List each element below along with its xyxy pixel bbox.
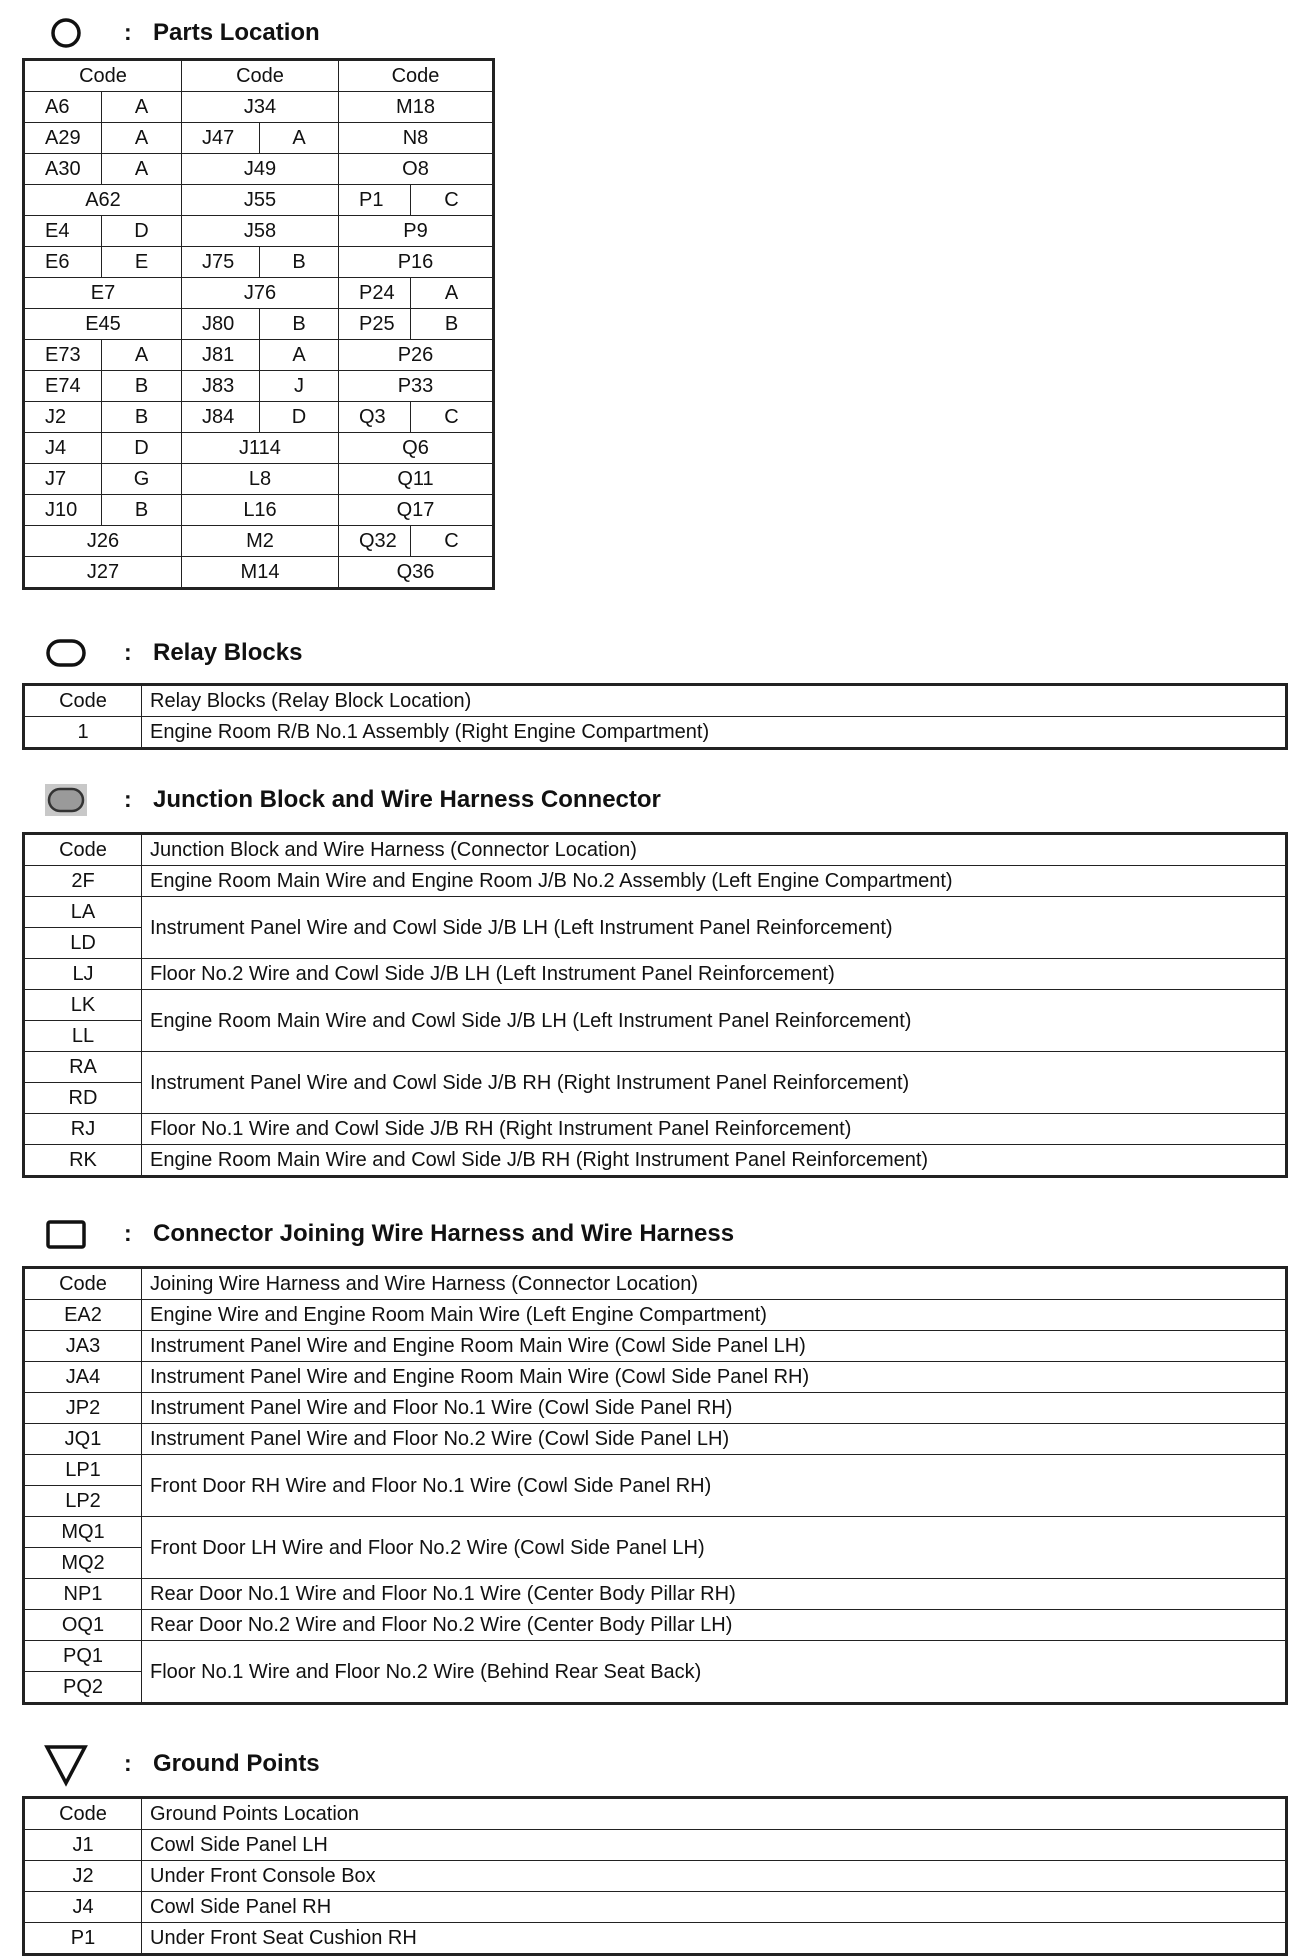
- parts-row: [24, 402, 494, 433]
- heading-colon: :: [124, 1220, 132, 1246]
- junction-code: RD: [24, 1083, 142, 1114]
- relay-blocks-table: [22, 683, 1288, 750]
- parts-code: A62: [24, 185, 182, 216]
- ground-points-title: Ground Points: [153, 1750, 320, 1777]
- parts-code: Q32: [339, 526, 411, 557]
- junction-location: Floor No.1 Wire and Cowl Side J/B RH (Right Instrument Panel Reinforcement): [142, 1114, 1287, 1145]
- parts-header-code: Code: [24, 60, 182, 92]
- parts-location-letter: D: [102, 216, 182, 247]
- parts-location-letter: B: [260, 309, 339, 340]
- parts-code: P24: [339, 278, 411, 309]
- parts-header-code: Code: [182, 60, 339, 92]
- ground-code: J4: [24, 1892, 142, 1923]
- parts-code: P26: [339, 340, 494, 371]
- connector-row: [24, 1579, 1287, 1610]
- parts-code: J80: [182, 309, 260, 340]
- parts-location-letter: A: [102, 92, 182, 123]
- junction-code: LD: [24, 928, 142, 959]
- connector-location: Instrument Panel Wire and Floor No.1 Wire (Cowl Side Panel RH): [142, 1393, 1287, 1424]
- connector-header-code: Code: [24, 1268, 142, 1300]
- parts-row: [24, 464, 494, 495]
- parts-location-table: [22, 58, 495, 590]
- rounded-oval-symbol-icon: [44, 636, 88, 670]
- parts-location-letter: J: [260, 371, 339, 402]
- parts-code: J75: [182, 247, 260, 278]
- junction-row: [24, 866, 1287, 897]
- parts-code: J4: [24, 433, 102, 464]
- connector-code: LP1: [24, 1455, 142, 1486]
- ground-row: [24, 1923, 1287, 1955]
- parts-code: P9: [339, 216, 494, 247]
- relay-blocks-heading: [0, 634, 1312, 674]
- relay-header-code: Code: [24, 685, 142, 717]
- parts-code: J26: [24, 526, 182, 557]
- parts-code: O8: [339, 154, 494, 185]
- parts-row: [24, 216, 494, 247]
- ground-points-heading: [0, 1745, 1312, 1785]
- junction-row: [24, 1145, 1287, 1177]
- parts-code: E45: [24, 309, 182, 340]
- parts-location-letter: B: [102, 402, 182, 433]
- ground-code: J2: [24, 1861, 142, 1892]
- junction-header-row: [24, 834, 1287, 866]
- parts-code: J10: [24, 495, 102, 526]
- junction-code: RJ: [24, 1114, 142, 1145]
- parts-location-letter: B: [411, 309, 494, 340]
- parts-location-letter: B: [102, 495, 182, 526]
- parts-row: [24, 185, 494, 216]
- ground-code: J1: [24, 1830, 142, 1861]
- connector-joining-heading: [0, 1215, 1312, 1255]
- connector-joining-table: [22, 1266, 1288, 1705]
- parts-code: J114: [182, 433, 339, 464]
- connector-location: Engine Wire and Engine Room Main Wire (Left Engine Compartment): [142, 1300, 1287, 1331]
- parts-code: Q36: [339, 557, 494, 589]
- junction-code: 2F: [24, 866, 142, 897]
- parts-code: Q3: [339, 402, 411, 433]
- parts-location-letter: E: [102, 247, 182, 278]
- connector-location: Rear Door No.1 Wire and Floor No.1 Wire (Center Body Pillar RH): [142, 1579, 1287, 1610]
- parts-location-letter: A: [260, 340, 339, 371]
- connector-header-row: [24, 1268, 1287, 1300]
- connector-header-location: Joining Wire Harness and Wire Harness (Connector Location): [142, 1268, 1287, 1300]
- junction-location: Engine Room Main Wire and Cowl Side J/B RH (Right Instrument Panel Reinforcement): [142, 1145, 1287, 1177]
- connector-location: Instrument Panel Wire and Floor No.2 Wire (Cowl Side Panel LH): [142, 1424, 1287, 1455]
- parts-location-letter: B: [260, 247, 339, 278]
- junction-block-table: [22, 832, 1288, 1178]
- parts-code: J34: [182, 92, 339, 123]
- parts-code: J84: [182, 402, 260, 433]
- heading-colon: :: [124, 19, 132, 45]
- parts-row: [24, 92, 494, 123]
- junction-location: Floor No.2 Wire and Cowl Side J/B LH (Left Instrument Panel Reinforcement): [142, 959, 1287, 990]
- parts-code: J27: [24, 557, 182, 589]
- ground-location: Under Front Seat Cushion RH: [142, 1923, 1287, 1955]
- relay-blocks-title: Relay Blocks: [153, 639, 303, 666]
- junction-code: RK: [24, 1145, 142, 1177]
- junction-block-title: Junction Block and Wire Harness Connector: [153, 786, 661, 813]
- parts-location-letter: A: [260, 123, 339, 154]
- junction-row: [24, 990, 1287, 1021]
- parts-header-code: Code: [339, 60, 494, 92]
- connector-row: [24, 1331, 1287, 1362]
- parts-code: M2: [182, 526, 339, 557]
- parts-code: M14: [182, 557, 339, 589]
- parts-code: Q17: [339, 495, 494, 526]
- junction-code: LK: [24, 990, 142, 1021]
- ground-location: Cowl Side Panel LH: [142, 1830, 1287, 1861]
- junction-code: LA: [24, 897, 142, 928]
- connector-code: PQ2: [24, 1672, 142, 1704]
- ground-header-location: Ground Points Location: [142, 1798, 1287, 1830]
- connector-row: [24, 1641, 1287, 1672]
- parts-row: [24, 309, 494, 340]
- shaded-oval-symbol-icon: [44, 783, 88, 817]
- connector-location: Floor No.1 Wire and Floor No.2 Wire (Behind Rear Seat Back): [142, 1641, 1287, 1704]
- connector-code: JA3: [24, 1331, 142, 1362]
- parts-code: L8: [182, 464, 339, 495]
- parts-code: E74: [24, 371, 102, 402]
- parts-code: E73: [24, 340, 102, 371]
- junction-row: [24, 1052, 1287, 1083]
- parts-location-letter: G: [102, 464, 182, 495]
- parts-row: [24, 495, 494, 526]
- junction-location: Instrument Panel Wire and Cowl Side J/B RH (Right Instrument Panel Reinforcement): [142, 1052, 1287, 1114]
- parts-code: J2: [24, 402, 102, 433]
- junction-row: [24, 1114, 1287, 1145]
- parts-code: J81: [182, 340, 260, 371]
- relay-header-row: [24, 685, 1287, 717]
- parts-code: P16: [339, 247, 494, 278]
- parts-row: [24, 433, 494, 464]
- junction-code: RA: [24, 1052, 142, 1083]
- parts-row: [24, 371, 494, 402]
- junction-row: [24, 959, 1287, 990]
- parts-code: A29: [24, 123, 102, 154]
- parts-code: A30: [24, 154, 102, 185]
- connector-code: PQ1: [24, 1641, 142, 1672]
- parts-code: J7: [24, 464, 102, 495]
- connector-location: Front Door RH Wire and Floor No.1 Wire (Cowl Side Panel RH): [142, 1455, 1287, 1517]
- parts-code: P33: [339, 371, 494, 402]
- parts-row: [24, 247, 494, 278]
- parts-row: [24, 154, 494, 185]
- junction-block-heading: [0, 781, 1312, 821]
- junction-location: Engine Room Main Wire and Engine Room J/B No.2 Assembly (Left Engine Compartment): [142, 866, 1287, 897]
- ground-points-table: [22, 1796, 1288, 1956]
- parts-code: E4: [24, 216, 102, 247]
- connector-code: JP2: [24, 1393, 142, 1424]
- connector-row: [24, 1424, 1287, 1455]
- parts-header-row: [24, 60, 494, 92]
- connector-code: LP2: [24, 1486, 142, 1517]
- junction-header-code: Code: [24, 834, 142, 866]
- parts-location-letter: B: [102, 371, 182, 402]
- connector-row: [24, 1455, 1287, 1486]
- relay-row: [24, 717, 1287, 749]
- connector-location: Front Door LH Wire and Floor No.2 Wire (Cowl Side Panel LH): [142, 1517, 1287, 1579]
- parts-location-letter: C: [411, 185, 494, 216]
- parts-code: E7: [24, 278, 182, 309]
- ground-location: Under Front Console Box: [142, 1861, 1287, 1892]
- connector-joining-title: Connector Joining Wire Harness and Wire Harness: [153, 1220, 735, 1247]
- parts-row: [24, 557, 494, 589]
- parts-code: P25: [339, 309, 411, 340]
- heading-colon: :: [124, 639, 132, 665]
- connector-row: [24, 1300, 1287, 1331]
- connector-row: [24, 1517, 1287, 1548]
- connector-code: MQ2: [24, 1548, 142, 1579]
- connector-code: MQ1: [24, 1517, 142, 1548]
- parts-code: J55: [182, 185, 339, 216]
- junction-row: [24, 897, 1287, 928]
- ground-row: [24, 1830, 1287, 1861]
- parts-location-title: Parts Location: [153, 19, 320, 46]
- ground-code: P1: [24, 1923, 142, 1955]
- parts-code: Q6: [339, 433, 494, 464]
- parts-code: A6: [24, 92, 102, 123]
- heading-colon: :: [124, 786, 132, 812]
- parts-location-letter: C: [411, 402, 494, 433]
- parts-code: J58: [182, 216, 339, 247]
- parts-location-letter: C: [411, 526, 494, 557]
- ground-row: [24, 1892, 1287, 1923]
- parts-location-letter: D: [102, 433, 182, 464]
- junction-header-location: Junction Block and Wire Harness (Connector Location): [142, 834, 1287, 866]
- connector-code: JA4: [24, 1362, 142, 1393]
- relay-code: 1: [24, 717, 142, 749]
- ground-header-row: [24, 1798, 1287, 1830]
- connector-row: [24, 1393, 1287, 1424]
- parts-location-letter: A: [411, 278, 494, 309]
- parts-location-heading: [0, 14, 1312, 54]
- ground-header-code: Code: [24, 1798, 142, 1830]
- parts-code: L16: [182, 495, 339, 526]
- heading-colon: :: [124, 1750, 132, 1776]
- parts-row: [24, 526, 494, 557]
- connector-code: EA2: [24, 1300, 142, 1331]
- triangle-symbol-icon: [44, 1743, 88, 1787]
- parts-code: P1: [339, 185, 411, 216]
- connector-code: NP1: [24, 1579, 142, 1610]
- parts-location-letter: A: [102, 123, 182, 154]
- connector-row: [24, 1362, 1287, 1393]
- relay-location: Engine Room R/B No.1 Assembly (Right Engine Compartment): [142, 717, 1287, 749]
- square-symbol-icon: [44, 1217, 88, 1251]
- parts-code: M18: [339, 92, 494, 123]
- parts-code: J76: [182, 278, 339, 309]
- parts-code: E6: [24, 247, 102, 278]
- connector-code: OQ1: [24, 1610, 142, 1641]
- connector-location: Instrument Panel Wire and Engine Room Main Wire (Cowl Side Panel RH): [142, 1362, 1287, 1393]
- connector-code: JQ1: [24, 1424, 142, 1455]
- parts-row: [24, 123, 494, 154]
- junction-location: Instrument Panel Wire and Cowl Side J/B LH (Left Instrument Panel Reinforcement): [142, 897, 1287, 959]
- parts-location-letter: A: [102, 340, 182, 371]
- parts-code: J49: [182, 154, 339, 185]
- parts-location-letter: A: [102, 154, 182, 185]
- parts-code: N8: [339, 123, 494, 154]
- junction-location: Engine Room Main Wire and Cowl Side J/B LH (Left Instrument Panel Reinforcement): [142, 990, 1287, 1052]
- relay-header-location: Relay Blocks (Relay Block Location): [142, 685, 1287, 717]
- parts-row: [24, 278, 494, 309]
- junction-code: LJ: [24, 959, 142, 990]
- junction-code: LL: [24, 1021, 142, 1052]
- connector-location: Rear Door No.2 Wire and Floor No.2 Wire (Center Body Pillar LH): [142, 1610, 1287, 1641]
- ground-row: [24, 1861, 1287, 1892]
- parts-code: Q11: [339, 464, 494, 495]
- ground-location: Cowl Side Panel RH: [142, 1892, 1287, 1923]
- parts-code: J47: [182, 123, 260, 154]
- parts-row: [24, 340, 494, 371]
- connector-row: [24, 1610, 1287, 1641]
- parts-code: J83: [182, 371, 260, 402]
- parts-location-letter: D: [260, 402, 339, 433]
- circle-symbol-icon: [44, 16, 88, 50]
- connector-location: Instrument Panel Wire and Engine Room Main Wire (Cowl Side Panel LH): [142, 1331, 1287, 1362]
